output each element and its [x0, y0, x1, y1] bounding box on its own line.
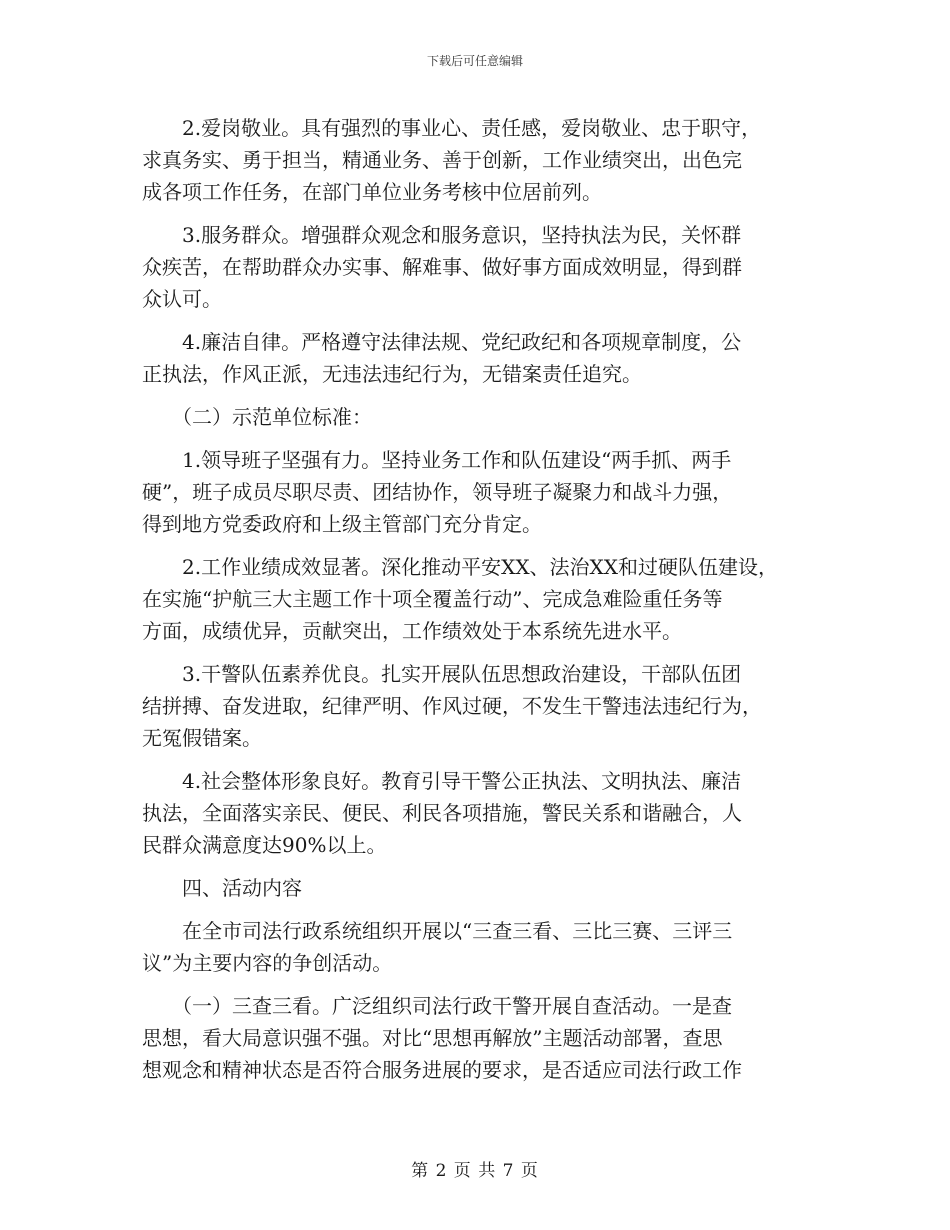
text-line: （一）三查三看。广泛组织司法行政干警开展自查活动。一是查 [142, 994, 732, 1018]
paragraph [142, 658, 822, 754]
text-line: 众认可。 [142, 287, 222, 311]
page-header: 下载后可任意编辑 [426, 54, 523, 68]
text-line: 在实施“护航三大主题工作十项全覆盖行动”、完成急难险重任务等 [142, 587, 723, 611]
text-line: 民群众满意度达90%以上。 [142, 833, 387, 857]
text-line: 3.干警队伍素养优良。扎实开展队伍思想政治建设，干部队伍团 [142, 662, 742, 686]
text-line: 在全市司法行政系统组织开展以“三查三看、三比三赛、三评三 [142, 919, 733, 943]
paragraph [142, 112, 822, 208]
paragraph [142, 326, 822, 390]
text-line: 2.爱岗敬业。具有强烈的事业心、责任感，爱岗敬业、忠于职守， [142, 116, 762, 140]
text-line: 议”为主要内容的争创活动。 [142, 951, 393, 975]
text-line: 执法，全面落实亲民、便民、利民各项措施，警民关系和谐融合，人 [142, 801, 742, 825]
page-footer: 第 2 页 共 7 页 [411, 1161, 539, 1181]
text-line: 4.社会整体形象良好。教育引导干警公正执法、文明执法、廉洁 [142, 769, 742, 793]
text-line: 四、活动内容 [142, 876, 302, 900]
document-body [142, 112, 822, 1097]
paragraph [142, 551, 822, 647]
text-line: （二）示范单位标准： [142, 405, 372, 429]
paragraph [142, 990, 822, 1086]
text-line: 硬”，班子成员尽职尽责、团结协作，领导班子凝聚力和战斗力强， [142, 480, 733, 504]
text-line: 正执法，作风正派，无违法违纪行为，无错案责任追究。 [142, 362, 642, 386]
paragraph [142, 915, 822, 979]
paragraph [142, 401, 822, 433]
text-line: 方面，成绩优异，贡献突出，工作绩效处于本系统先进水平。 [142, 619, 682, 643]
text-line: 3.服务群众。增强群众观念和服务意识，坚持执法为民，关怀群 [142, 223, 742, 247]
text-line: 结拼搏、奋发进取，纪律严明、作风过硬，不发生干警违法违纪行为， [142, 694, 762, 718]
paragraph [142, 765, 822, 861]
text-line: 成各项工作任务，在部门单位业务考核中位居前列。 [142, 180, 602, 204]
text-line: 思想，看大局意识强不强。对比“思想再解放”主题活动部署，查思 [142, 1026, 723, 1050]
paragraph [142, 872, 822, 904]
text-line: 无冤假错案。 [142, 726, 262, 750]
paragraph [142, 219, 822, 315]
text-line: 求真务实、勇于担当，精通业务、善于创新，工作业绩突出，出色完 [142, 148, 742, 172]
text-line: 1.领导班子坚强有力。坚持业务工作和队伍建设“两手抓、两手 [142, 448, 732, 472]
text-line: 4.廉洁自律。严格遵守法律法规、党纪政纪和各项规章制度，公 [142, 330, 742, 354]
text-line: 想观念和精神状态是否符合服务进展的要求，是否适应司法行政工作 [142, 1058, 742, 1082]
paragraph [142, 444, 822, 540]
text-line: 众疾苦，在帮助群众办实事、解难事、做好事方面成效明显，得到群 [142, 255, 742, 279]
text-line: 2.工作业绩成效显著。深化推动平安XX、法治XX和过硬队伍建设， [142, 555, 779, 579]
text-line: 得到地方党委政府和上级主管部门充分肯定。 [142, 512, 542, 536]
